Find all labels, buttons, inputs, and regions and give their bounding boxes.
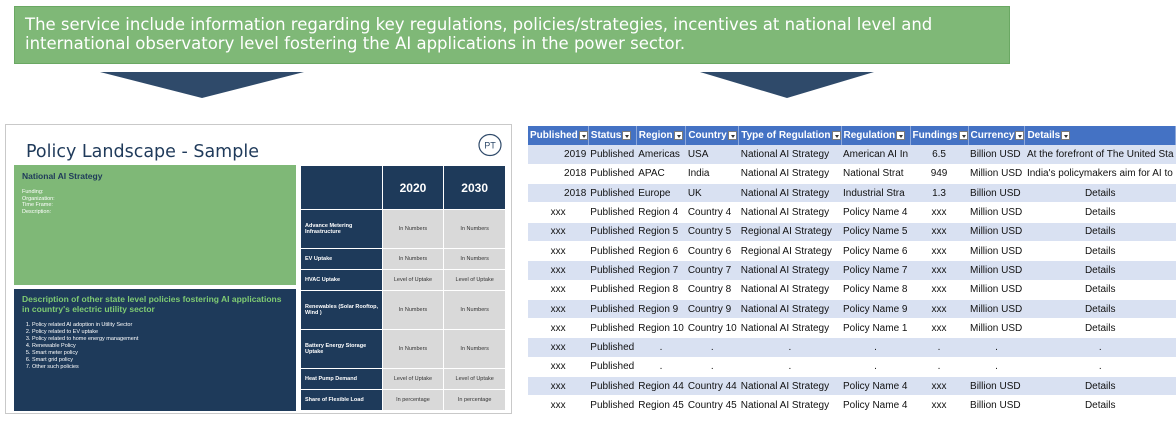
cell-region[interactable]: APAC bbox=[636, 164, 686, 183]
cell-regulation[interactable]: Policy Name 5 bbox=[841, 222, 910, 241]
cell-regulation[interactable]: Policy Name 6 bbox=[841, 241, 910, 260]
cell-country[interactable]: Country 5 bbox=[686, 222, 739, 241]
metric-label: Heat Pump Demand bbox=[301, 369, 383, 390]
cell-regulation[interactable]: Policy Name 7 bbox=[841, 261, 910, 280]
cell-details[interactable]: Details bbox=[1025, 261, 1176, 280]
cell-fundings[interactable]: . bbox=[910, 357, 968, 376]
cell-fundings[interactable]: xxx bbox=[910, 241, 968, 260]
metric-value: Level of Uptake bbox=[382, 369, 444, 390]
cell-region[interactable]: Region 9 bbox=[636, 299, 686, 318]
cell-region[interactable]: Region 8 bbox=[636, 280, 686, 299]
cell-published[interactable]: xxx bbox=[528, 377, 588, 396]
metric-value: In Numbers bbox=[444, 210, 506, 249]
cell-currency[interactable]: . bbox=[968, 357, 1025, 376]
cell-published[interactable]: 2018 bbox=[528, 164, 588, 183]
cell-type-of-regulation[interactable]: National AI Strategy bbox=[739, 261, 841, 280]
cell-details[interactable]: . bbox=[1025, 357, 1176, 376]
cell-country[interactable]: Country 45 bbox=[686, 396, 739, 415]
filter-dropdown-icon[interactable] bbox=[728, 131, 737, 140]
field-time-frame: Time Frame: bbox=[22, 202, 53, 208]
metric-value: In Numbers bbox=[382, 249, 444, 270]
cell-region[interactable]: Region 4 bbox=[636, 203, 686, 222]
cell-published[interactable]: xxx bbox=[528, 396, 588, 415]
cell-country[interactable]: Country 8 bbox=[686, 280, 739, 299]
column-header-published bbox=[528, 126, 588, 145]
cell-region[interactable]: Europe bbox=[636, 184, 686, 203]
cell-status[interactable]: Published bbox=[588, 164, 636, 183]
cell-published[interactable]: 2019 bbox=[528, 145, 588, 164]
cell-country[interactable]: India bbox=[686, 164, 739, 183]
filter-dropdown-icon[interactable] bbox=[1015, 131, 1024, 140]
cell-published[interactable]: xxx bbox=[528, 338, 588, 357]
metric-label: HVAC Uptake bbox=[301, 270, 383, 291]
table-row[interactable] bbox=[528, 222, 1176, 241]
cell-currency[interactable]: Million USD bbox=[968, 280, 1025, 299]
cell-country[interactable]: Country 44 bbox=[686, 377, 739, 396]
field-funding: Funding: bbox=[22, 189, 44, 195]
cell-published[interactable]: xxx bbox=[528, 261, 588, 280]
cell-type-of-regulation[interactable]: National AI Strategy bbox=[739, 377, 841, 396]
cell-region[interactable]: Region 6 bbox=[636, 241, 686, 260]
cell-region[interactable]: Region 7 bbox=[636, 261, 686, 280]
filter-dropdown-icon[interactable] bbox=[622, 131, 631, 140]
table-row[interactable] bbox=[528, 357, 1176, 376]
cell-currency[interactable]: Million USD bbox=[968, 261, 1025, 280]
filter-dropdown-icon[interactable] bbox=[579, 131, 588, 140]
cell-type-of-regulation[interactable]: National AI Strategy bbox=[739, 145, 841, 164]
table-row[interactable] bbox=[528, 184, 1176, 203]
list-item: 1. Policy related AI adoption in Utility Sector bbox=[32, 322, 288, 329]
cell-region[interactable]: . bbox=[636, 338, 686, 357]
logo-icon bbox=[477, 133, 503, 157]
cell-type-of-regulation[interactable]: Regional AI Strategy bbox=[739, 241, 841, 260]
metric-value: In Numbers bbox=[444, 291, 506, 330]
table-row[interactable] bbox=[528, 396, 1176, 415]
list-item: 7. Other such policies bbox=[32, 364, 288, 371]
list-item: 4. Renewable Policy bbox=[32, 343, 288, 350]
table-row bbox=[301, 330, 506, 369]
column-header-label: Details bbox=[1027, 130, 1061, 141]
cell-published[interactable]: xxx bbox=[528, 241, 588, 260]
cell-regulation[interactable]: American AI In bbox=[841, 145, 910, 164]
cell-published[interactable]: xxx bbox=[528, 203, 588, 222]
cell-fundings[interactable]: xxx bbox=[910, 299, 968, 318]
cell-status[interactable]: Published bbox=[588, 299, 636, 318]
cell-region[interactable]: . bbox=[636, 357, 686, 376]
cell-currency[interactable]: Billion USD bbox=[968, 184, 1025, 203]
column-header-country bbox=[686, 126, 739, 145]
table-row[interactable] bbox=[528, 261, 1176, 280]
metric-label: Advance Metering Infrastructure bbox=[301, 210, 383, 249]
table-row[interactable] bbox=[528, 203, 1176, 222]
cell-country[interactable]: . bbox=[686, 357, 739, 376]
cell-regulation[interactable]: . bbox=[841, 338, 910, 357]
table-row bbox=[301, 390, 506, 411]
cell-country[interactable]: Country 9 bbox=[686, 299, 739, 318]
list-item: 3. Policy related to home energy management bbox=[32, 336, 288, 343]
cell-region[interactable]: Region 10 bbox=[636, 319, 686, 338]
cell-country[interactable]: Country 4 bbox=[686, 203, 739, 222]
cell-published[interactable]: xxx bbox=[528, 319, 588, 338]
cell-details[interactable]: India's policymakers aim for AI to bbox=[1025, 164, 1176, 183]
column-header-type-of-regulation bbox=[739, 126, 841, 145]
cell-currency[interactable]: Million USD bbox=[968, 164, 1025, 183]
cell-published[interactable]: 2018 bbox=[528, 184, 588, 203]
column-header-label: Fundings bbox=[912, 130, 958, 141]
cell-currency[interactable]: Billion USD bbox=[968, 145, 1025, 164]
cell-currency[interactable]: Million USD bbox=[968, 299, 1025, 318]
cell-currency[interactable]: Million USD bbox=[968, 319, 1025, 338]
cell-details[interactable]: Details bbox=[1025, 280, 1176, 299]
filter-dropdown-icon[interactable] bbox=[832, 131, 841, 140]
column-header-regulation bbox=[841, 126, 910, 145]
slide-title: Policy Landscape - Sample bbox=[26, 142, 259, 162]
cell-type-of-regulation[interactable]: Regional AI Strategy bbox=[739, 222, 841, 241]
cell-status[interactable]: Published bbox=[588, 319, 636, 338]
cell-published[interactable]: xxx bbox=[528, 299, 588, 318]
cell-type-of-regulation[interactable]: National AI Strategy bbox=[739, 203, 841, 222]
cell-fundings[interactable]: xxx bbox=[910, 203, 968, 222]
column-header-label: Status bbox=[590, 130, 622, 141]
cell-fundings[interactable]: 949 bbox=[910, 164, 968, 183]
state-policies-list bbox=[22, 322, 288, 371]
spreadsheet-header-row bbox=[528, 126, 1176, 145]
cell-type-of-regulation[interactable]: . bbox=[739, 357, 841, 376]
table-row[interactable] bbox=[528, 241, 1176, 260]
cell-regulation[interactable]: Policy Name 4 bbox=[841, 377, 910, 396]
list-item: 2. Policy related to EV uptake bbox=[32, 329, 288, 336]
cell-status[interactable]: Published bbox=[588, 280, 636, 299]
cell-published[interactable]: xxx bbox=[528, 280, 588, 299]
cell-status[interactable]: Published bbox=[588, 241, 636, 260]
cell-published[interactable]: xxx bbox=[528, 222, 588, 241]
cell-fundings[interactable]: xxx bbox=[910, 222, 968, 241]
cell-type-of-regulation[interactable]: National AI Strategy bbox=[739, 396, 841, 415]
metrics-table bbox=[300, 165, 506, 411]
column-header-label: Regulation bbox=[843, 130, 896, 141]
cell-details[interactable]: Details bbox=[1025, 241, 1176, 260]
cell-type-of-regulation[interactable]: National AI Strategy bbox=[739, 319, 841, 338]
cell-region[interactable]: Region 5 bbox=[636, 222, 686, 241]
metric-value: In Numbers bbox=[444, 249, 506, 270]
table-row bbox=[301, 369, 506, 390]
table-row[interactable] bbox=[528, 338, 1176, 357]
table-row bbox=[301, 210, 506, 249]
cell-details[interactable]: . bbox=[1025, 338, 1176, 357]
field-organization: Organization: bbox=[22, 195, 55, 202]
cell-country[interactable]: Country 10 bbox=[686, 319, 739, 338]
table-row bbox=[301, 270, 506, 291]
cell-fundings[interactable]: xxx bbox=[910, 377, 968, 396]
cell-currency[interactable]: . bbox=[968, 338, 1025, 357]
cell-regulation[interactable]: Policy Name 4 bbox=[841, 203, 910, 222]
column-header-label: Currency bbox=[970, 130, 1015, 141]
table-row[interactable] bbox=[528, 164, 1176, 183]
logo-text: PT bbox=[484, 140, 496, 151]
cell-type-of-regulation[interactable]: . bbox=[739, 338, 841, 357]
cell-status[interactable]: Published bbox=[588, 145, 636, 164]
metric-value: In Numbers bbox=[382, 330, 444, 369]
cell-status[interactable]: Published bbox=[588, 396, 636, 415]
cell-status[interactable]: Published bbox=[588, 222, 636, 241]
field-description: Description: bbox=[22, 208, 52, 215]
year-header: 2030 bbox=[444, 166, 506, 210]
metric-value: In percentage bbox=[382, 390, 444, 411]
table-row bbox=[301, 249, 506, 270]
cell-region[interactable]: Americas bbox=[636, 145, 686, 164]
cell-status[interactable]: Published bbox=[588, 338, 636, 357]
table-row bbox=[301, 291, 506, 330]
filter-dropdown-icon[interactable] bbox=[674, 131, 683, 140]
column-header-fundings bbox=[910, 126, 968, 145]
cell-details[interactable]: Details bbox=[1025, 396, 1176, 415]
cell-regulation[interactable]: Policy Name 9 bbox=[841, 299, 910, 318]
state-policies-box bbox=[14, 289, 296, 411]
cell-regulation[interactable]: Industrial Stra bbox=[841, 184, 910, 203]
column-header-details bbox=[1025, 126, 1176, 145]
national-strategy-box bbox=[14, 165, 296, 285]
cell-type-of-regulation[interactable]: National AI Strategy bbox=[739, 280, 841, 299]
cell-regulation[interactable]: Policy Name 4 bbox=[841, 396, 910, 415]
cell-status[interactable]: Published bbox=[588, 357, 636, 376]
filter-dropdown-icon[interactable] bbox=[1061, 131, 1070, 140]
metric-label: Battery Energy Storage Uptake bbox=[301, 330, 383, 369]
metric-value: Level of Uptake bbox=[444, 369, 506, 390]
cell-status[interactable]: Published bbox=[588, 203, 636, 222]
cell-details[interactable]: Details bbox=[1025, 377, 1176, 396]
down-arrow-left bbox=[100, 72, 304, 98]
national-strategy-heading: National AI Strategy bbox=[22, 171, 103, 181]
filter-dropdown-icon[interactable] bbox=[959, 131, 968, 140]
cell-fundings[interactable]: 6.5 bbox=[910, 145, 968, 164]
cell-currency[interactable]: Million USD bbox=[968, 203, 1025, 222]
cell-status[interactable]: Published bbox=[588, 261, 636, 280]
cell-country[interactable]: . bbox=[686, 338, 739, 357]
metric-value: Level of Uptake bbox=[444, 270, 506, 291]
metrics-header-blank bbox=[301, 166, 383, 210]
year-header: 2020 bbox=[382, 166, 444, 210]
metric-value: Level of Uptake bbox=[382, 270, 444, 291]
table-row[interactable] bbox=[528, 145, 1176, 164]
column-header-status bbox=[588, 126, 636, 145]
cell-currency[interactable]: Billion USD bbox=[968, 396, 1025, 415]
banner: The service include information regarding key regulations, policies/strategies, incentives at national level and international observatory level fostering the AI applications in the power sector. bbox=[14, 6, 1010, 64]
cell-fundings[interactable]: 1.3 bbox=[910, 184, 968, 203]
cell-type-of-regulation[interactable]: National AI Strategy bbox=[739, 299, 841, 318]
column-header-label: Published bbox=[530, 130, 578, 141]
column-header-label: Region bbox=[638, 130, 673, 141]
policy-spreadsheet[interactable] bbox=[528, 126, 1174, 414]
cell-fundings[interactable]: xxx bbox=[910, 319, 968, 338]
cell-details[interactable]: Details bbox=[1025, 299, 1176, 318]
metric-label: EV Uptake bbox=[301, 249, 383, 270]
cell-regulation[interactable]: National Strat bbox=[841, 164, 910, 183]
state-policies-heading: Description of other state level policies fostering AI applications in country's electric utility sector bbox=[22, 294, 282, 314]
cell-currency[interactable]: Billion USD bbox=[968, 377, 1025, 396]
cell-details[interactable]: Details bbox=[1025, 319, 1176, 338]
column-header-currency bbox=[968, 126, 1025, 145]
cell-currency[interactable]: Million USD bbox=[968, 241, 1025, 260]
cell-regulation[interactable]: . bbox=[841, 357, 910, 376]
cell-type-of-regulation[interactable]: National AI Strategy bbox=[739, 184, 841, 203]
cell-published[interactable]: xxx bbox=[528, 357, 588, 376]
cell-regulation[interactable]: Policy Name 1 bbox=[841, 319, 910, 338]
cell-regulation[interactable]: Policy Name 8 bbox=[841, 280, 910, 299]
metric-value: In Numbers bbox=[444, 330, 506, 369]
cell-region[interactable]: Region 44 bbox=[636, 377, 686, 396]
column-header-label: Type of Regulation bbox=[741, 130, 831, 141]
cell-currency[interactable]: Million USD bbox=[968, 222, 1025, 241]
cell-type-of-regulation[interactable]: National AI Strategy bbox=[739, 164, 841, 183]
cell-details[interactable]: Details bbox=[1025, 203, 1176, 222]
cell-fundings[interactable]: xxx bbox=[910, 261, 968, 280]
table-row[interactable] bbox=[528, 377, 1176, 396]
column-header-label: Country bbox=[688, 130, 727, 141]
metric-label: Renewables (Solar Rooftop, Wind ) bbox=[301, 291, 383, 330]
list-item: 6. Smart grid policy bbox=[32, 357, 288, 364]
table-row[interactable] bbox=[528, 299, 1176, 318]
table-row[interactable] bbox=[528, 319, 1176, 338]
metric-value: In Numbers bbox=[382, 291, 444, 330]
column-header-region bbox=[636, 126, 686, 145]
list-item: 5. Smart meter policy bbox=[32, 350, 288, 357]
cell-region[interactable]: Region 45 bbox=[636, 396, 686, 415]
cell-status[interactable]: Published bbox=[588, 184, 636, 203]
down-arrow-right bbox=[700, 72, 874, 98]
cell-details[interactable]: Details bbox=[1025, 222, 1176, 241]
cell-fundings[interactable]: xxx bbox=[910, 396, 968, 415]
cell-fundings[interactable]: xxx bbox=[910, 280, 968, 299]
cell-details[interactable]: At the forefront of The United Sta bbox=[1025, 145, 1176, 164]
cell-fundings[interactable]: . bbox=[910, 338, 968, 357]
cell-status[interactable]: Published bbox=[588, 377, 636, 396]
policy-slide bbox=[5, 124, 512, 414]
cell-details[interactable]: Details bbox=[1025, 184, 1176, 203]
metric-value: In percentage bbox=[444, 390, 506, 411]
metric-label: Share of Flexible Load bbox=[301, 390, 383, 411]
cell-country[interactable]: Country 7 bbox=[686, 261, 739, 280]
table-row[interactable] bbox=[528, 280, 1176, 299]
metric-value: In Numbers bbox=[382, 210, 444, 249]
filter-dropdown-icon[interactable] bbox=[896, 131, 905, 140]
cell-country[interactable]: UK bbox=[686, 184, 739, 203]
cell-country[interactable]: USA bbox=[686, 145, 739, 164]
spreadsheet-table bbox=[528, 126, 1176, 416]
cell-country[interactable]: Country 6 bbox=[686, 241, 739, 260]
